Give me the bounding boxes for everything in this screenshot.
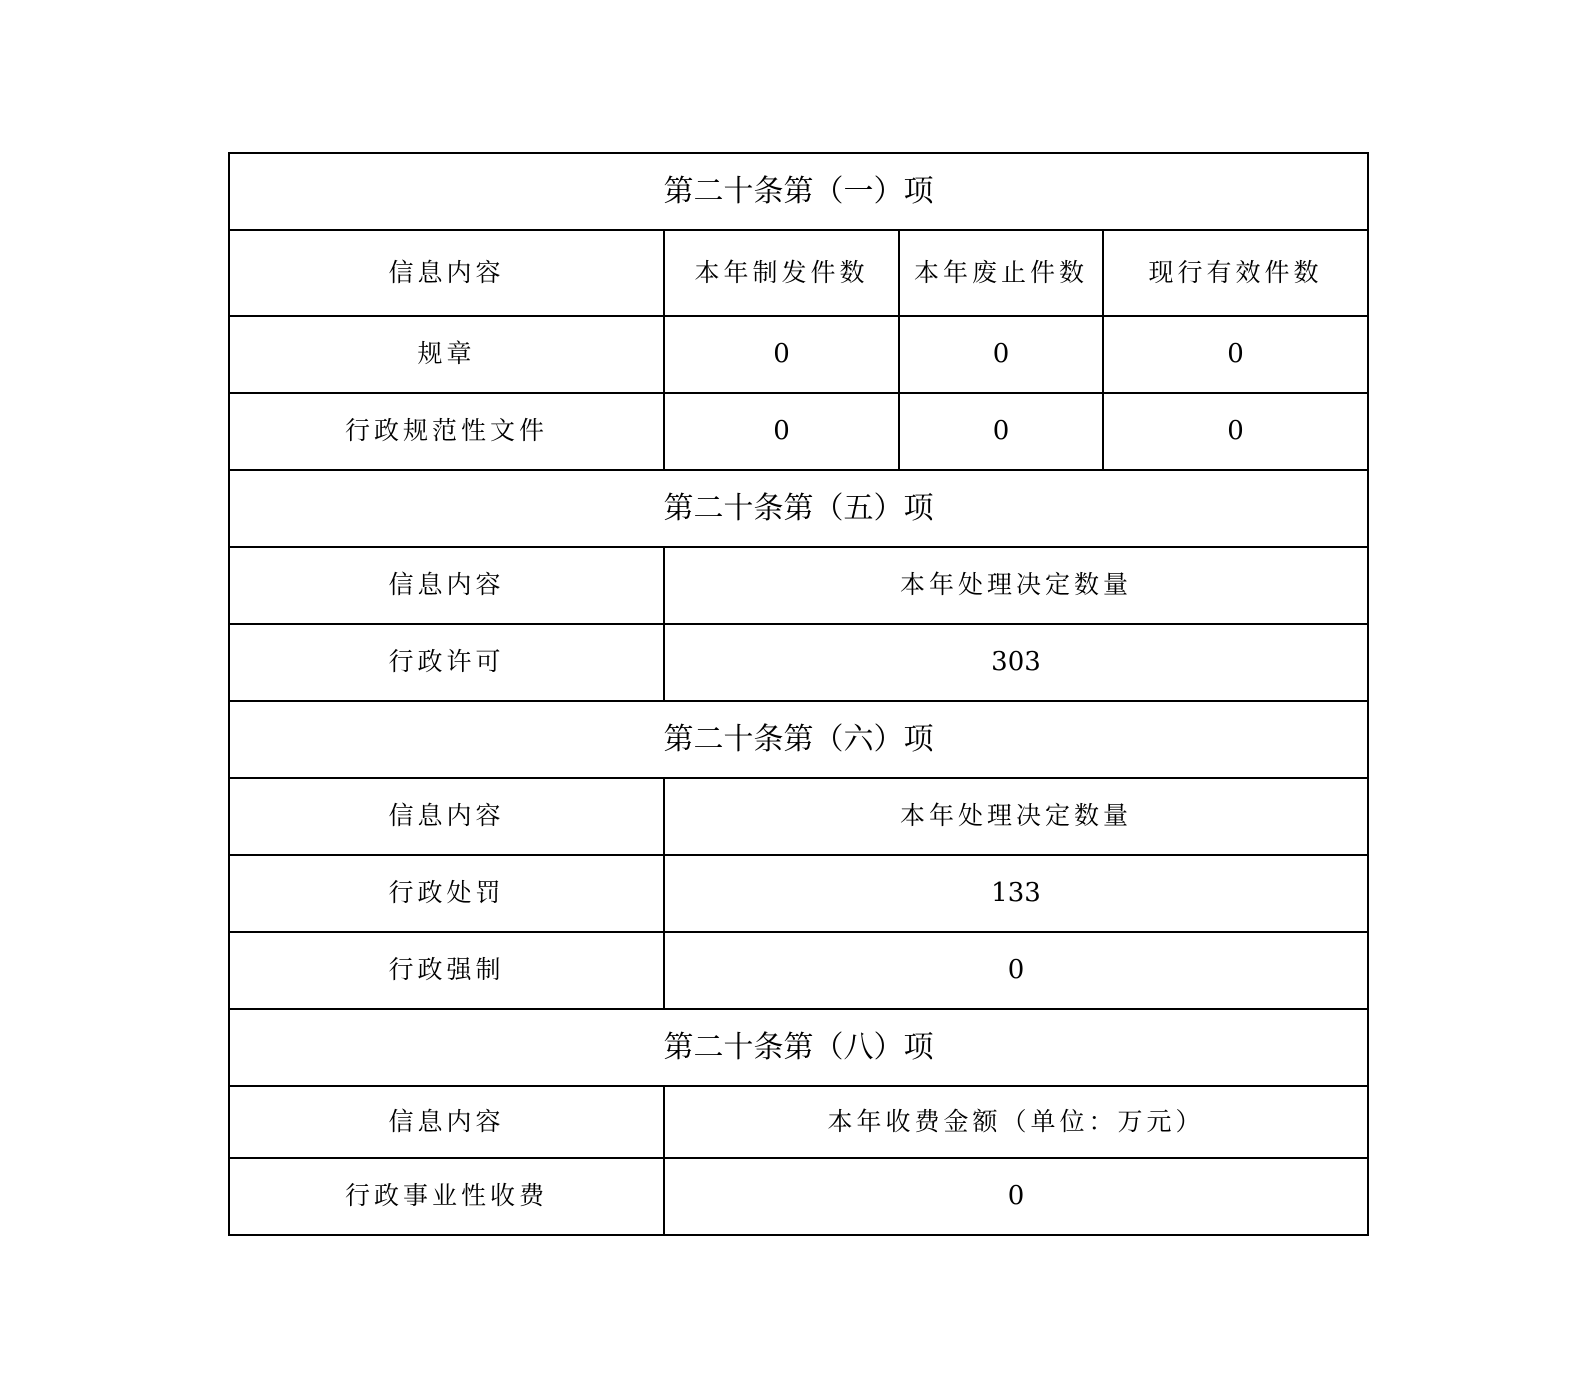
header-cell: 信息内容 (229, 778, 664, 855)
fee-amount: 0 (664, 1158, 1368, 1235)
header-cell: 本年处理决定数量 (664, 547, 1368, 624)
disclosure-table (228, 152, 1369, 1236)
section-title: 第二十条第（八）项 (229, 1009, 1368, 1086)
valid-count: 0 (1103, 393, 1368, 470)
valid-count: 0 (1103, 316, 1368, 393)
header-cell: 信息内容 (229, 547, 664, 624)
header-cell: 本年制发件数 (664, 230, 899, 316)
header-row (229, 230, 1368, 316)
section-title-row (229, 701, 1368, 778)
issued-count: 0 (664, 316, 899, 393)
row-label: 行政事业性收费 (229, 1158, 664, 1235)
decision-count: 303 (664, 624, 1368, 701)
header-row (229, 778, 1368, 855)
header-row (229, 547, 1368, 624)
header-cell: 信息内容 (229, 1086, 664, 1158)
table-row (229, 932, 1368, 1009)
row-label: 行政规范性文件 (229, 393, 664, 470)
decision-count: 133 (664, 855, 1368, 932)
row-label: 行政许可 (229, 624, 664, 701)
header-cell: 本年废止件数 (899, 230, 1103, 316)
row-label: 行政强制 (229, 932, 664, 1009)
row-label: 规章 (229, 316, 664, 393)
table-row (229, 393, 1368, 470)
abolished-count: 0 (899, 393, 1103, 470)
header-cell: 现行有效件数 (1103, 230, 1368, 316)
issued-count: 0 (664, 393, 899, 470)
decision-count: 0 (664, 932, 1368, 1009)
table-row (229, 316, 1368, 393)
section-title: 第二十条第（五）项 (229, 470, 1368, 547)
abolished-count: 0 (899, 316, 1103, 393)
header-cell: 本年收费金额（单位：万元） (664, 1086, 1368, 1158)
section-title: 第二十条第（一）项 (229, 153, 1368, 230)
section-title: 第二十条第（六）项 (229, 701, 1368, 778)
header-cell: 本年处理决定数量 (664, 778, 1368, 855)
section-title-row (229, 153, 1368, 230)
row-label: 行政处罚 (229, 855, 664, 932)
table-row (229, 1158, 1368, 1235)
table-row (229, 624, 1368, 701)
table-row (229, 855, 1368, 932)
section-title-row (229, 470, 1368, 547)
header-cell: 信息内容 (229, 230, 664, 316)
header-row (229, 1086, 1368, 1158)
section-title-row (229, 1009, 1368, 1086)
